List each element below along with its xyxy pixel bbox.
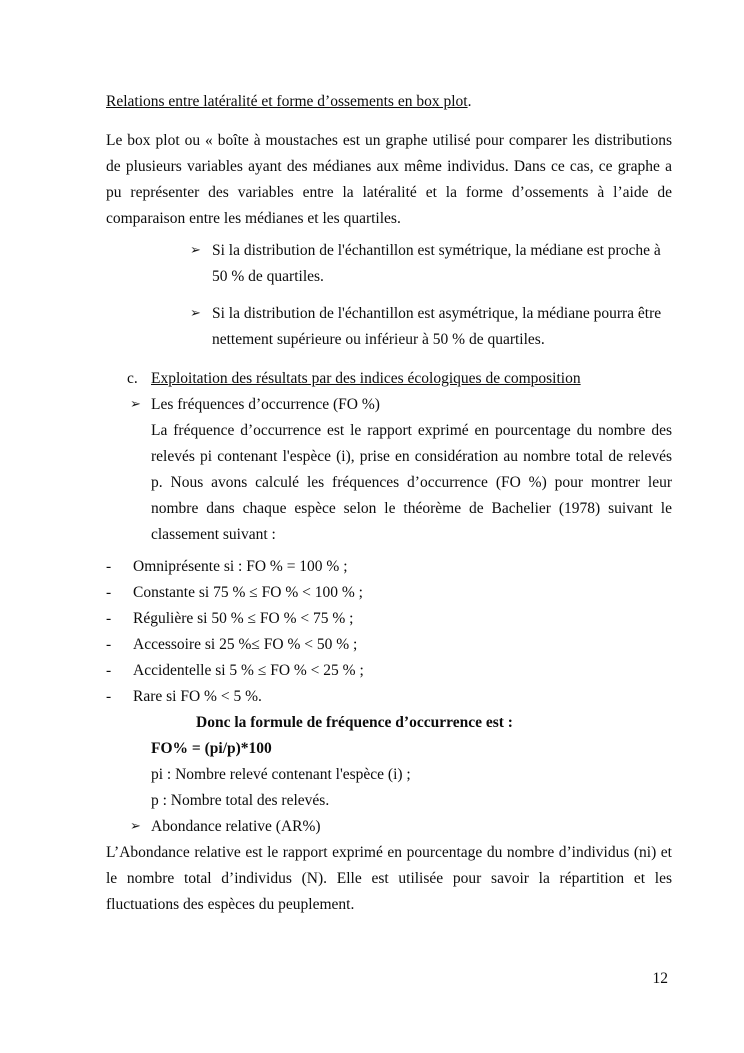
list-item-text: Rare si FO % < 5 %.: [133, 688, 262, 705]
list-item-text: Si la distribution de l'échantillon est asymétrique, la médiane pourra être nettement supérieure ou inférieur à 50 % de quartiles.: [212, 305, 662, 348]
list-item: [106, 684, 672, 710]
list-item-text: Omniprésente si : FO % = 100 % ;: [133, 558, 348, 575]
dash-bullet: -: [106, 584, 112, 601]
dash-bullet: -: [106, 636, 112, 653]
formula: FO% = (pi/p)*100: [151, 740, 272, 757]
dash-bullet: -: [106, 662, 112, 679]
section-heading-text: Relations entre latéralité et forme d’ossements en box plot: [106, 93, 468, 110]
arrow-bullet-icon: ➢: [190, 243, 201, 258]
list-item-text: Les fréquences d’occurrence (FO %): [151, 396, 380, 413]
subsection-title: Exploitation des résultats par des indices écologiques de composition: [151, 370, 581, 387]
list-item: [106, 658, 672, 684]
list-item-text: Si la distribution de l'échantillon est symétrique, la médiane est proche à 50 % de quartiles.: [212, 242, 661, 285]
formula-definition-pi: pi : Nombre relevé contenant l'espèce (i) ;: [151, 766, 411, 783]
dash-bullet: -: [106, 558, 112, 575]
list-item: [106, 238, 672, 290]
list-item-text: Constante si 75 % ≤ FO % < 100 % ;: [133, 584, 363, 601]
section-heading: [106, 89, 672, 115]
arrow-bullet-icon: ➢: [190, 306, 201, 321]
list-item: [106, 392, 672, 418]
section-heading-period: .: [467, 93, 472, 110]
subsection-label: c.: [127, 370, 138, 387]
ar-definition-paragraph: L’Abondance relative est le rapport exprimé en pourcentage du nombre d’individus (ni) et le nombre total d’individus (N). Elle est utilisée pour savoir la répartition et les fluctuations des espèces du peuplement.: [106, 844, 672, 913]
list-item: [106, 814, 672, 840]
list-item: [106, 554, 672, 580]
list-item-text: Abondance relative (AR%): [151, 818, 321, 835]
subsection-heading: [106, 366, 672, 392]
formula-intro: Donc la formule de fréquence d’occurrence est :: [196, 714, 513, 731]
dash-bullet: -: [106, 610, 112, 627]
classification-list: [106, 554, 672, 710]
arrow-bullet-icon: ➢: [130, 819, 141, 834]
arrow-bullet-icon: ➢: [130, 397, 141, 412]
list-item: [106, 301, 672, 353]
list-item: [106, 580, 672, 606]
dash-bullet: -: [106, 688, 112, 705]
list-item-text: Régulière si 50 % ≤ FO % < 75 % ;: [133, 610, 354, 627]
formula-definition-p: p : Nombre total des relevés.: [151, 792, 330, 809]
list-item-text: Accidentelle si 5 % ≤ FO % < 25 % ;: [133, 662, 364, 679]
list-item: [106, 606, 672, 632]
list-item: [106, 632, 672, 658]
intro-paragraph: Le box plot ou « boîte à moustaches est un graphe utilisé pour comparer les distributions de plusieurs variables ayant des médianes aux même individus. Dans ce cas, ce graphe a pu représenter des variables entre la latéralité et la forme d’ossements à l’aide de comparaison entre les médianes et les quartiles.: [106, 132, 672, 227]
list-item-text: Accessoire si 25 %≤ FO % < 50 % ;: [133, 636, 358, 653]
page-number: 12: [652, 970, 668, 987]
fo-definition-paragraph: La fréquence d’occurrence est le rapport exprimé en pourcentage du nombre des relevés pi contenant l'espèce (i), prise en considération au nombre total de relevés p. Nous avons calculé les fréquences d’occurrence (FO %) pour montrer leur nombre dans chaque espèce selon le théorème de Bachelier (1978) suivant le classement suivant :: [151, 422, 672, 543]
